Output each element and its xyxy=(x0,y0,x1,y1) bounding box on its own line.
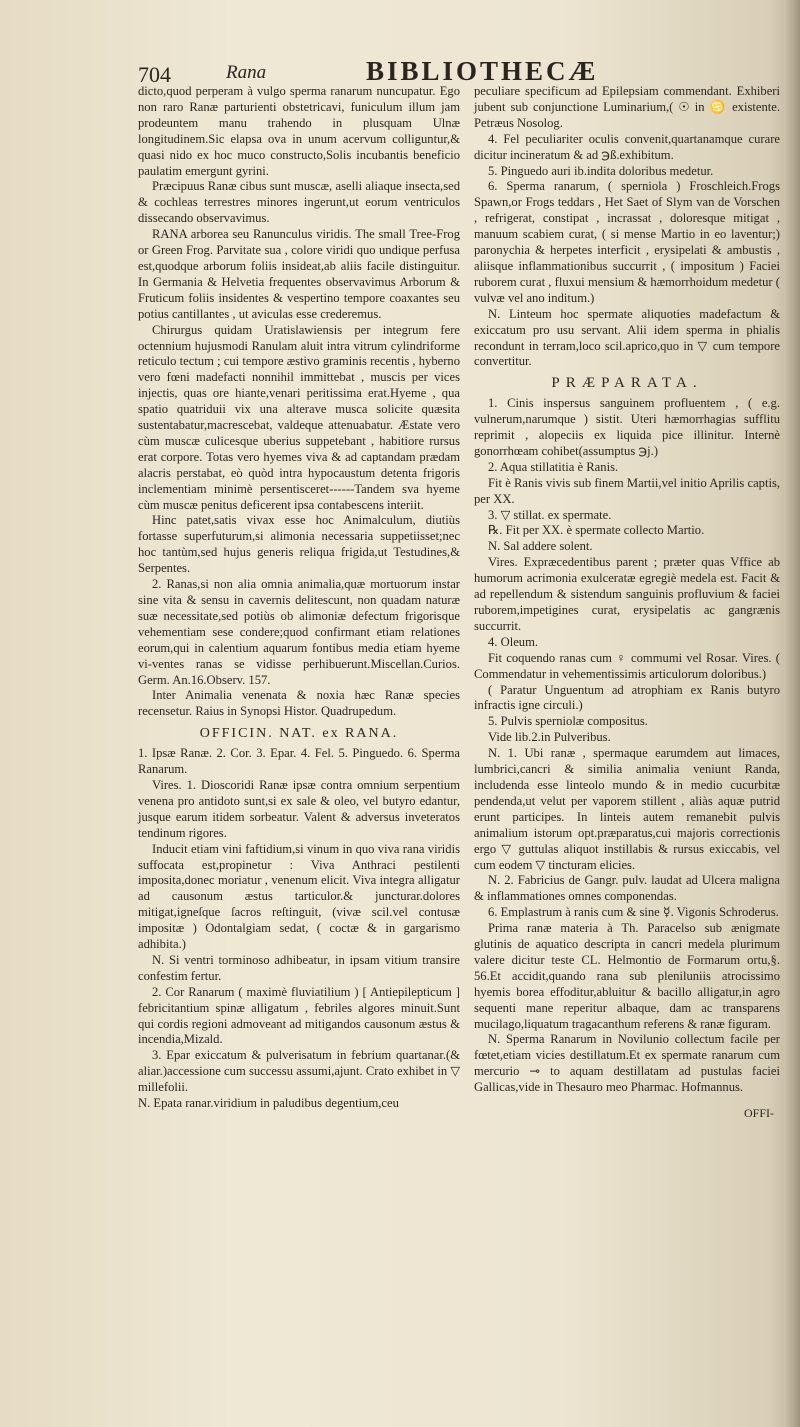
right-paragraph: N. 1. Ubi ranæ , spermaque earumdem aut limaces, lumbrici,cancri & similia animalia veniunt Randa, includenda esse linteolo mundo & in medio cucurbitæ pendenda,ut velut per vaporem stillent , aliàs aquæ putrid erunt participes. In linteis autem remanebit pulvis animalium istorum opt.præparatus,cui majoris correctionis ergo ▽ guttulas aliquot instillabis & rursus exiccabis, vel cum eodem ▽ tincturam elicies. xyxy=(474,746,780,872)
right-paragraph: 6. Sperma ranarum, ( sperniola ) Froschleich.Frogs Spawn,or Frogs teddars , Het Saet of Slym van de Vorschen , refrigerat, constipat , incrassat , doloresque mitigat , manuum scabiem curat, ( si mense Martio in eo laventur;) paronychia & herpetes interficit , erysipelati & ambustis , aliisque inflammationibus succurrit , ( impositum ) Faciei ruborem curat , fluxui mensium & hæmorrhoidum medetur ( vulvæ vel ano inditum.) xyxy=(474,179,780,305)
right-column xyxy=(474,84,780,1122)
right-paragraph: Prima ranæ materia à Th. Paracelso sub ænigmate glutinis de aquatico descripta in cancri medela plurimum valere dicitur teste CL. Helmontio de Formarum ortu,§. 56.Et accidit,quando rana sub pleniluniis atrocissimo hyemis borea effoditur,abluitur & bacillo alligatur,in agro sequenti mane reperitur albaque, dam ac transparens mucilago,liquatum tragacanthum referens & ranæ figuram. xyxy=(474,921,780,1031)
page-number: 704 xyxy=(138,62,171,87)
left-paragraph: N. Epata ranar.viridium in paludibus degentium,ceu xyxy=(138,1096,399,1111)
left-paragraph: N. Si ventri torminoso adhibeatur, in ipsam vitium transire confestim fertur. xyxy=(138,952,460,983)
catchword: OFFI- xyxy=(743,1106,774,1121)
left-paragraph: Inter Animalia venenata & noxia hæc Ranæ species recensetur. Raius in Synopsi Histor. Quadrupedum. xyxy=(138,688,460,719)
left-column xyxy=(138,84,460,1112)
right-paragraph: 4. Fel peculiariter oculis convenit,quartanamque curare dicitur incineratum & ad ℈ß.exhibitum. xyxy=(474,131,780,162)
right-paragraph: 2. Aqua stillatitia è Ranis. xyxy=(488,459,619,474)
right-paragraph: 4. Oleum. xyxy=(488,634,539,649)
right-paragraph: peculiare specificum ad Epilepsiam commendant. Exhiberi jubent sub conjunctione Luminarium,( ☉ in ♋ existente. Petræus Nosolog. xyxy=(474,84,780,130)
running-title: BIBLIOTHECÆ xyxy=(366,56,599,86)
left-paragraph: 2. Cor Ranarum ( maximè fluviatilium ) [ Antiepilepticum ] febricitantium spinæ alligatum , febriles algores minuit.Sunt qui cordis regioni admoveant ad mitigandos causonum æstus & incendia,Mizald. xyxy=(138,984,460,1047)
left-paragraph: 2. Ranas,si non alia omnia animalia,quæ mortuorum instar sine vita & sensu in cavernis delitescunt, non quadam naturæ suæ necessitate,sed potiùs ob alimoniæ defectum frigorisque vehementiam sese condere;quod confirmant etiam relationes eorum,qui in calentium aquarum fontibus media etiam hyeme vi-ventes ranas se vidisse perhibuerunt.Miscellan.Curios. Germ. An.16.Observ. 157. xyxy=(138,577,460,687)
right-paragraph: Fit è Ranis vivis sub finem Martii,vel initio Aprilis captis, per XX. xyxy=(474,475,780,506)
right-section-heading: PRÆPARATA. xyxy=(551,375,703,392)
left-paragraph: Inducit etiam vini faftidium,si vinum in quo viva rana viridis suffocata est,propinetur : Viva Anthraci pestilenti imposita,donec moriatur , venenum elicit. Viva integra alligatur ad causonum æstus tarticulor.& juncturar.dolores mitigat,igneſque ſacros reſtinguit, (vivæ scil.vel contusæ impositæ ) Odontalgiam sedat, ( coctæ & in gargarismo adhibita.) xyxy=(138,841,460,952)
page-edge-shadow xyxy=(784,0,800,1427)
running-word: Rana xyxy=(226,62,267,83)
right-paragraph: N. Sperma Ranarum in Novilunio collectum facile per fœtet,etiam vicies destillatum.Et ex spermate ranarum cum mercurio ⊸ to aquam destillatam ad pustulas faciei Gallicas,vide in Thesauro meo Pharmac. Hofmannus. xyxy=(474,1032,780,1095)
left-paragraph: 1. Ipsæ Ranæ. 2. Cor. 3. Epar. 4. Fel. 5. Pinguedo. 6. Sperma Ranarum. xyxy=(138,746,460,777)
left-paragraph: Præcipuus Ranæ cibus sunt muscæ, aselli aliaque insecta,sed & cochleas terrestres minores ingerunt,ut eorum ventriculos dissecando observavimus. xyxy=(138,179,460,226)
right-paragraph: 3. ▽ stillat. ex spermate. xyxy=(488,507,612,522)
right-paragraph: 6. Emplastrum à ranis cum & sine ☿. Vigonis Schroderus. xyxy=(488,905,779,920)
left-paragraph: Chirurgus quidam Uratislawiensis per integrum fere octennium hujusmodi Ranulam aluit intra vitrum cylindriforme reticulo tectum ; cui tempore æstivo graminis recentis , hyberno vero fœni madefacti nonnihil immittebat , muscis per vices injectis, quas ore hiante,venari peritissima erat.Hyeme , qua spatio quatriduii vix una alterave musca solicite quæsita sustentabatur,macrescebat, valdeque attenuabatur. Æstate vero cùm muscæ culicesque uberius suppetebant , habitiore rursus erat corpore. Totas vero hyemes viva & ad captandam prædam alacris perstabat, eò quòd intra hypocaustum detenta frigoris inclementiam minimè persentisceret------Tandem sva hyeme cùm muscæ penitus deficerent ipsa contabescens interiit. xyxy=(138,322,460,512)
right-paragraph: Fit coquendo ranas cum ♀ commumi vel Rosar. Vires. ( Commendatur in vehementissimis articulorum doloribus.) xyxy=(474,650,780,681)
left-section-heading: OFFICIN. NAT. ex RANA. xyxy=(199,726,399,742)
left-paragraph: RANA arborea seu Ranunculus viridis. The small Tree-Frog or Green Frog. Parvitate sua , colore viridi quo undique perfusa est,quodque arborum foliis insideat,ab aliis facile distinguitur. In Germania & Helvetia frequentes observavimus Arborum & Fruticum foliis insidentes & vespertino tempore coaxantes seu potius cantillantes , ut aviculas esse crederemus. xyxy=(138,227,460,321)
right-paragraph: 5. Pinguedo auri ib.indita doloribus medetur. xyxy=(488,163,714,178)
right-paragraph: 1. Cinis inspersus sanguinem profluentem , ( e.g. vulnerum,narumque ) sistit. Uteri hæmorrhagias sufflitu reprimit , alopeciis ex liquida pice illinitur. Internè gonorrhœam cohibet(assumptus ℈j.) xyxy=(474,396,780,458)
right-paragraph: N. Sal addere solent. xyxy=(488,539,593,554)
right-paragraph: N. Linteum hoc spermate aliquoties madefactum & exiccatum pro usu servant. Alii idem sperma in phialis recondunt in terram,loco scil.aprico,quo in ▽ cum tempore convertitur. xyxy=(474,306,780,369)
right-paragraph: Vires. Expræcedentibus parent ; præter quas Vffice ab humorum acrimonia exulceratæ egregiè medela est. Facit & ad repellendum & sistendum sanguinis profluvium & faciei ruborem,impetigines curat, erysipelatis ac gangrænis succurrit. xyxy=(474,555,780,633)
right-paragraph: ( Paratur Unguentum ad atrophiam ex Ranis butyro infractis igne circuli.) xyxy=(474,682,780,713)
right-paragraph: 5. Pulvis sperniolæ compositus. xyxy=(488,714,648,729)
right-paragraph: Vide lib.2.in Pulveribus. xyxy=(488,730,611,745)
left-paragraph: Hinc patet,satis vivax esse hoc Animalculum, diutiùs fortasse superfuturum,si alimonia necessaria suppetiisset;nec hoc tantùm,sed hujus generis reliqua frigida,ut Testudines,& Serpentes. xyxy=(138,513,460,576)
right-paragraph: N. 2. Fabricius de Gangr. pulv. laudat ad Ulcera maligna & inflammationes omnes componendas. xyxy=(474,873,780,904)
right-paragraph: ℞. Fit per XX. è spermate collecto Martio. xyxy=(488,523,705,538)
left-paragraph: Vires. 1. Dioscoridi Ranæ ipsæ contra omnium serpentium venena pro antidoto sunt,si ex sale & oleo, vel butyro edantur, jusque earum itidem sorbeatur. Valent & adversus inveteratos tendinum rigores. xyxy=(138,777,460,840)
left-paragraph: 3. Epar exiccatum & pulverisatum in febrium quartanar.(& aliar.)accessione cum successu assumi,ajunt. Crato exhibet in ▽ millefolii. xyxy=(138,1048,460,1095)
left-paragraph: dicto,quod perperam à vulgo sperma ranarum nuncupatur. Ego non raro Ranæ parturienti obstetricavi, funiculum illum jam prodeuntem manu trahendo in plusquam Ulnæ longitudinem.Sic elapsa ova in unum acervum colliguntur,& quasi nido ex hoc muco constructo,Solis incubantis beneficio paulatim emergunt gyrini. xyxy=(138,84,460,178)
